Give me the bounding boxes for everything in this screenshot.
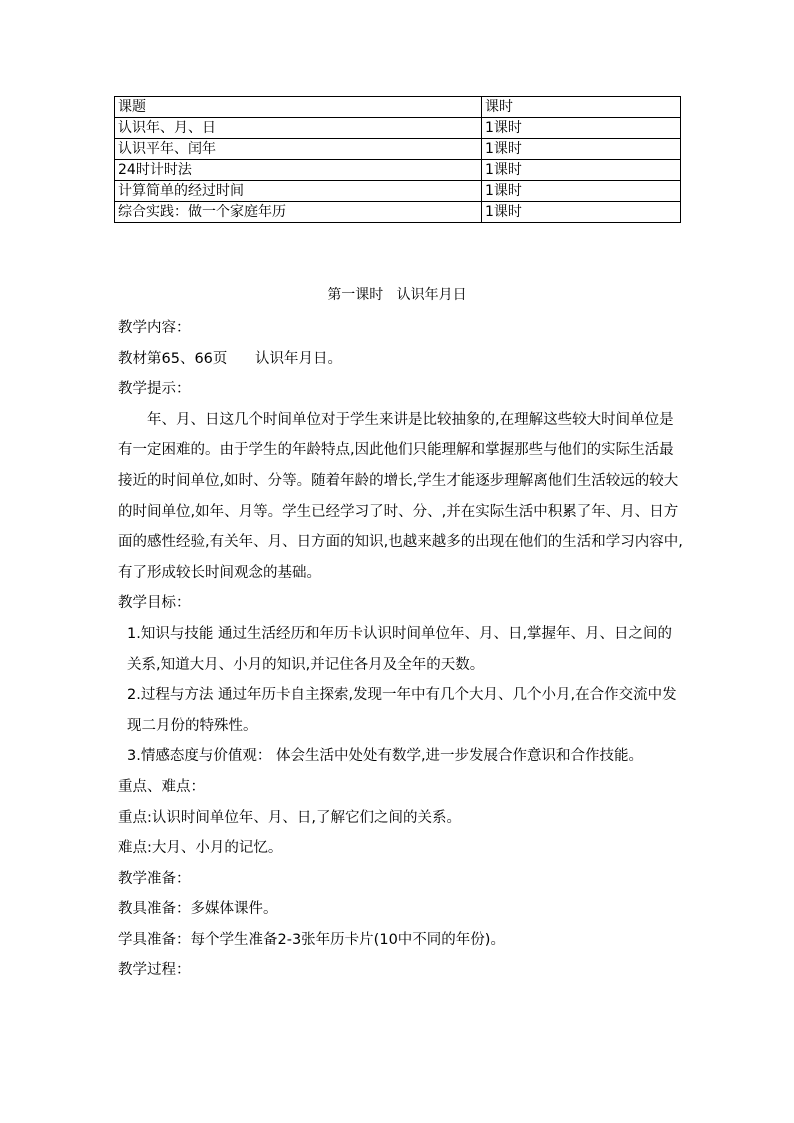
key-point: 重点:认识时间单位年、月、日,了解它们之间的关系。 <box>118 809 461 826</box>
table-row <box>115 181 681 202</box>
table-cell-hours: 1课时 <box>482 118 681 139</box>
teacher-prep: 教具准备：多媒体课件。 <box>118 901 278 918</box>
table-row <box>115 118 681 139</box>
table-cell-topic: 综合实践：做一个家庭年历 <box>115 202 482 223</box>
goals-heading: 教学目标： <box>118 595 191 612</box>
table-cell-topic: 认识平年、闰年 <box>115 139 482 160</box>
hint-paragraph: 年、月、日这几个时间单位对于学生来讲是比较抽象的,在理解这些较大时间单位是有一定困难的。由于学生的年龄特点,因此他们只能理解和掌握那些与他们的实际生活最接近的时间单位,如时、分等。随着年龄的增长,学生才能逐步理解离他们生活较远的较大的时间单位,如年、月等。学生已经学习了时、分、,并在实际生活中积累了年、月、日方面的感性经验,有关年、月、日方面的知识,也越来越多的出现在他们的生活和学习内容中,有了形成较长时间观念的基础。 <box>118 411 683 581</box>
table-cell-hours: 1课时 <box>482 202 681 223</box>
table-header-cell: 课题 <box>115 97 482 118</box>
hint-heading: 教学提示： <box>118 381 191 398</box>
table-cell-hours: 1课时 <box>482 160 681 181</box>
table-header-cell: 课时 <box>482 97 681 118</box>
table-row <box>115 160 681 181</box>
table-cell-topic: 计算简单的经过时间 <box>115 181 482 202</box>
table-cell-hours: 1课时 <box>482 139 681 160</box>
schedule-table <box>114 96 681 223</box>
lesson-body <box>118 313 683 986</box>
content-text: 教材第65、66页 认识年月日。 <box>118 350 343 367</box>
goal-item: 2.过程与方法 通过年历卡自主探索,发现一年中有几个大月、几个小月,在合作交流中发现二月份的特殊性。 <box>127 687 677 734</box>
goal-item: 3.情感态度与价值观： 体会生活中处处有数学,进一步发展合作意识和合作技能。 <box>127 748 644 765</box>
table-cell-topic: 认识年、月、日 <box>115 118 482 139</box>
key-heading: 重点、难点： <box>118 778 205 795</box>
content-heading: 教学内容： <box>118 320 191 336</box>
prep-heading: 教学准备： <box>118 870 191 887</box>
student-prep: 学具准备：每个学生准备2-3张年历卡片(10中不同的年份)。 <box>118 931 505 948</box>
table-row <box>115 139 681 160</box>
lesson-title: 第一课时 认识年月日 <box>327 287 467 303</box>
table-row <box>115 202 681 223</box>
goal-item: 1.知识与技能 通过生活经历和年历卡认识时间单位年、月、日,掌握年、月、日之间的关系,知道大月、小月的知识,并记住各月及全年的天数。 <box>127 625 673 673</box>
table-cell-hours: 1课时 <box>482 181 681 202</box>
table-cell-topic: 24时计时法 <box>115 160 482 181</box>
difficult-point: 难点:大月、小月的记忆。 <box>118 840 283 857</box>
process-heading: 教学过程： <box>118 962 191 979</box>
table-header-row <box>115 97 681 118</box>
